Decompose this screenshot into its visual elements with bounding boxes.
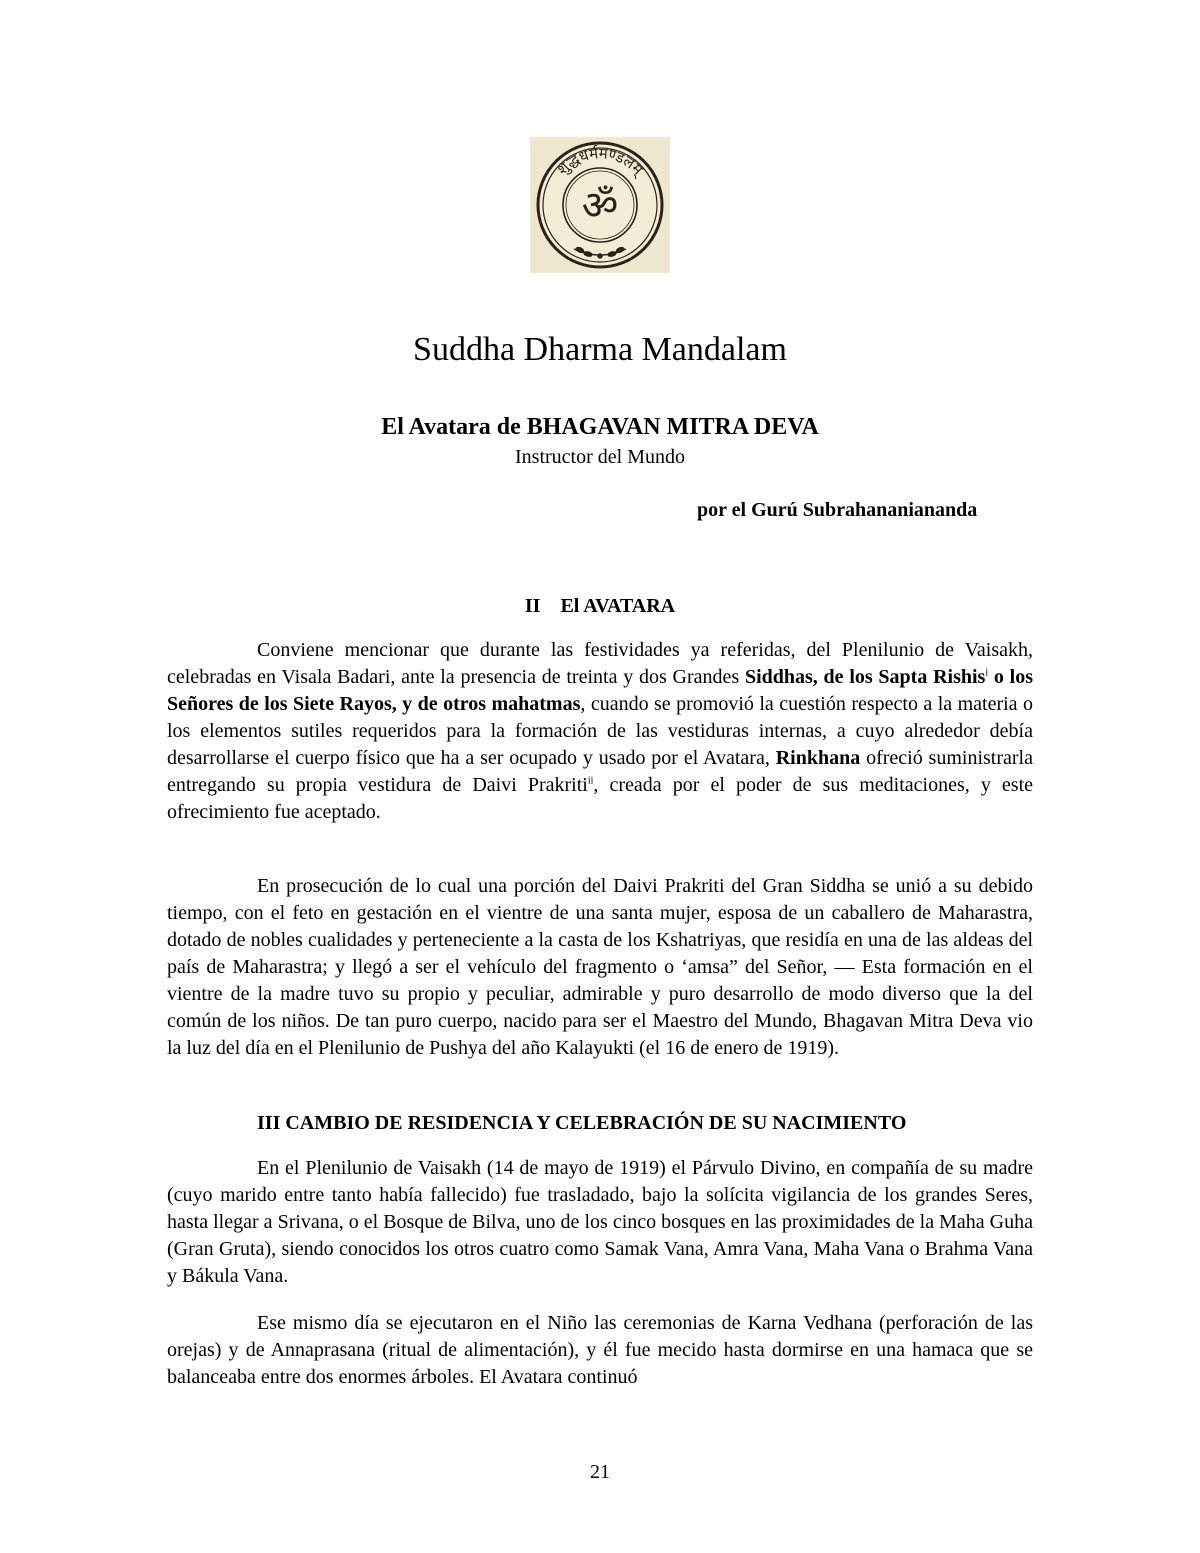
footnote-marker: i <box>985 667 989 679</box>
footnote-marker: ii <box>587 775 594 787</box>
bold-text: Siddhas, de los Sapta Rishis <box>744 666 986 688</box>
bold-text: Rinkhana <box>775 747 861 769</box>
paragraph-3: En el Plenilunio de Vaisakh (14 de mayo de 1919) el Párvulo Divino, en compañía de su madre (cuyo marido entre tanto había fallecido) fue trasladado, bajo la solícita vigilancia de los grandes Seres, hasta llegar a Srivana, o el Bosque de Bilva, uno de los cinco bosques en las proximidades de la Maha Guha (Gran Gruta), siendo conocidos los otros cuatro como Samak Vana, Amra Vana, Maha Vana o Brahma Vana y Bákula Vana. <box>167 1157 1033 1287</box>
section-heading-2: II El AVATARA <box>524 595 676 617</box>
bold-text: o los Señores de los Siete Rayos, y de otros mahatmas <box>167 666 1033 715</box>
page-number: 21 <box>590 1461 610 1483</box>
page-title: Suddha Dharma Mandalam <box>413 331 787 368</box>
paragraph-text: , creada por el poder de sus meditaciones, y este ofrecimiento fue aceptado. <box>167 774 1034 823</box>
om-glyph: ॐ <box>581 183 619 229</box>
document-subtitle: El Avatara de BHAGAVAN MITRA DEVA <box>381 414 819 440</box>
paragraph-text: ofreció suministrarla entregando su propia vestidura de Daivi Prakriti <box>167 747 1033 796</box>
subtitle-line-2: Instructor del Mundo <box>515 446 685 468</box>
seal-inscription: शुद्धधर्ममण्डलम् <box>553 144 647 179</box>
author-line: por el Gurú Subrahananiananda <box>697 499 978 521</box>
paragraph-1 <box>167 637 1033 826</box>
seal-graphic <box>530 137 670 273</box>
paragraph-text: Conviene mencionar que durante las festividades ya referidas, del Plenilunio de Vaisakh, celebradas en Visala Badari, ante la presencia de treinta y dos Grandes <box>167 639 1033 688</box>
om-seal-icon <box>530 137 670 273</box>
section-heading-3: III CAMBIO DE RESIDENCIA Y CELEBRACIÓN DE SU NACIMIENTO <box>257 1112 907 1134</box>
paragraph-4: Ese mismo día se ejecutaron en el Niño las ceremonias de Karna Vedhana (perforación de las orejas) y de Annaprasana (ritual de alimentación), y él fue mecido hasta dormirse en una hamaca que se balanceaba entre dos enormes árboles. El Avatara continuó <box>167 1312 1033 1388</box>
paragraph-2: En prosecución de lo cual una porción del Daivi Prakriti del Gran Siddha se unió a su debido tiempo, con el feto en gestación en el vientre de una santa mujer, esposa de un caballero de Maharastra, dotado de nobles cualidades y perteneciente a la casta de los Kshatriyas, que residía en una de las aldeas del país de Maharastra; y llegó a ser el vehículo del fragmento o ‘amsa” del Señor, — Esta formación en el vientre de la madre tuvo su propio y peculiar, admirable y puro desarrollo de modo diverso que la del común de los niños. De tan puro cuerpo, nacido para ser el Maestro del Mundo, Bhagavan Mitra Deva vio la luz del día en el Plenilunio de Pushya del año Kalayukti (el 16 de enero de 1919). <box>167 875 1033 1059</box>
paragraph-text: , cuando se promovió la cuestión respecto a la materia o los elementos sutiles requeridos para la formación de las vestiduras internas, a cuyo alrededor debía desarrollarse el cuerpo físico que ha a ser ocupado y usado por el Avatara, <box>167 693 1033 769</box>
